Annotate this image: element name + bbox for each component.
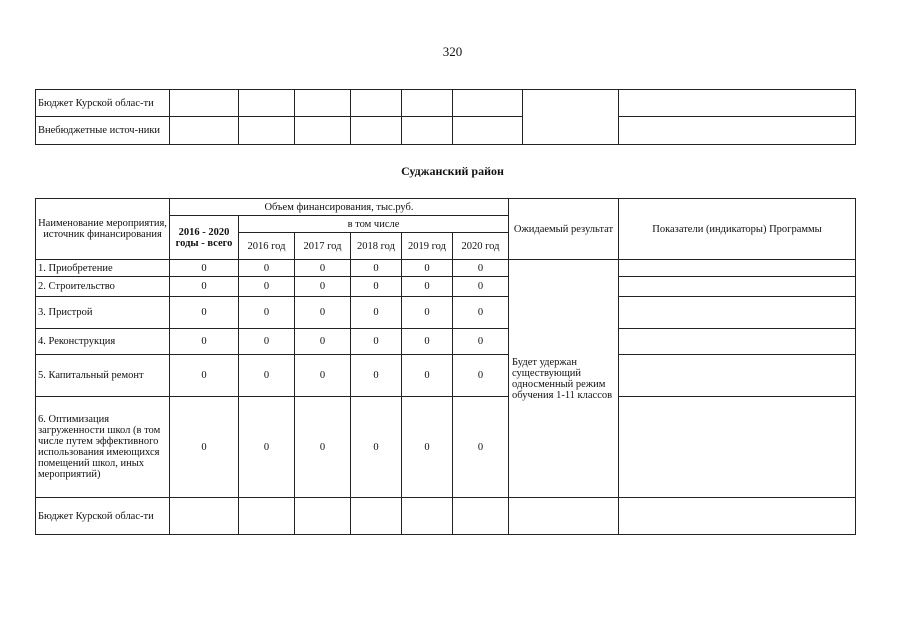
value-cell: 0	[239, 355, 295, 397]
cell	[170, 117, 239, 145]
table-row	[36, 498, 856, 535]
header-indicators: Показатели (индикаторы) Программы	[619, 199, 856, 260]
table-row	[36, 117, 856, 145]
value-cell	[351, 498, 402, 535]
row-label: 2. Строительство	[36, 277, 170, 297]
value-cell: 0	[453, 260, 509, 277]
value-cell: 0	[453, 297, 509, 329]
value-cell: 0	[239, 297, 295, 329]
section-title: Суджанский район	[401, 164, 504, 178]
value-cell: 0	[239, 329, 295, 355]
cell	[295, 90, 351, 117]
cell	[523, 90, 619, 145]
table-row	[36, 277, 856, 297]
value-cell: 0	[351, 297, 402, 329]
table-row	[36, 329, 856, 355]
value-cell: 0	[402, 277, 453, 297]
header-including: в том числе	[239, 216, 509, 233]
value-cell: 0	[170, 329, 239, 355]
value-cell: 0	[351, 397, 402, 498]
value-cell: 0	[295, 397, 351, 498]
indicator-cell	[619, 260, 856, 277]
indicator-cell	[619, 277, 856, 297]
value-cell: 0	[453, 397, 509, 498]
continuation-table	[35, 89, 856, 145]
indicator-cell	[619, 297, 856, 329]
table-row	[36, 397, 856, 498]
cell	[295, 117, 351, 145]
value-cell: 0	[402, 297, 453, 329]
value-cell: 0	[295, 277, 351, 297]
header-2020: 2020 год	[453, 233, 509, 260]
table-row	[36, 260, 856, 277]
value-cell	[295, 498, 351, 535]
indicator-cell	[619, 329, 856, 355]
value-cell: 0	[170, 355, 239, 397]
row-label: Бюджет Курской облас-ти	[36, 90, 170, 117]
value-cell: 0	[402, 260, 453, 277]
indicator-cell	[619, 355, 856, 397]
indicator-cell	[619, 498, 856, 535]
value-cell: 0	[295, 297, 351, 329]
value-cell	[239, 498, 295, 535]
header-volume: Объем финансирования, тыс.руб.	[170, 199, 509, 216]
value-cell: 0	[239, 277, 295, 297]
row-label: 6. Оптимизация загруженности школ (в том числе путем эффективного использования имеющихся помещений школ, иных мероприятий)	[36, 397, 170, 498]
value-cell	[170, 498, 239, 535]
cell	[351, 117, 402, 145]
row-label: 4. Реконструкция	[36, 329, 170, 355]
value-cell: 0	[402, 329, 453, 355]
value-cell: 0	[351, 260, 402, 277]
value-cell: 0	[170, 397, 239, 498]
cell	[239, 117, 295, 145]
cell	[170, 90, 239, 117]
header-2016: 2016 год	[239, 233, 295, 260]
indicator-cell	[619, 397, 856, 498]
row-label: 3. Пристрой	[36, 297, 170, 329]
table-row	[36, 90, 856, 117]
value-cell: 0	[170, 260, 239, 277]
value-cell: 0	[453, 277, 509, 297]
value-cell	[402, 498, 453, 535]
table-row	[36, 297, 856, 329]
value-cell: 0	[295, 260, 351, 277]
cell	[619, 90, 856, 117]
cell	[453, 90, 523, 117]
header-name: Наименование мероприятия, источник финансирования	[36, 199, 170, 260]
row-label: 5. Капитальный ремонт	[36, 355, 170, 397]
row-label: 1. Приобретение	[36, 260, 170, 277]
expected-result: Будет удержан существующий односменный режим обучения 1-11 классов	[509, 260, 619, 498]
financing-table	[35, 198, 856, 535]
value-cell: 0	[295, 355, 351, 397]
header-2018: 2018 год	[351, 233, 402, 260]
value-cell: 0	[402, 397, 453, 498]
value-cell: 0	[239, 260, 295, 277]
page-number: 320	[442, 44, 463, 59]
value-cell: 0	[402, 355, 453, 397]
value-cell: 0	[351, 329, 402, 355]
row-label: Бюджет Курской облас-ти	[36, 498, 170, 535]
value-cell: 0	[453, 355, 509, 397]
table-row	[36, 355, 856, 397]
value-cell: 0	[239, 397, 295, 498]
header-expected: Ожидаемый результат	[509, 199, 619, 260]
value-cell: 0	[170, 277, 239, 297]
cell	[239, 90, 295, 117]
header-2017: 2017 год	[295, 233, 351, 260]
header-total: 2016 - 2020 годы - всего	[170, 216, 239, 260]
cell	[351, 90, 402, 117]
row-label: Внебюджетные источ-ники	[36, 117, 170, 145]
value-cell: 0	[453, 329, 509, 355]
expected-cell	[509, 498, 619, 535]
value-cell: 0	[351, 277, 402, 297]
value-cell: 0	[170, 297, 239, 329]
cell	[453, 117, 523, 145]
cell	[402, 117, 453, 145]
value-cell: 0	[295, 329, 351, 355]
value-cell	[453, 498, 509, 535]
header-2019: 2019 год	[402, 233, 453, 260]
cell	[402, 90, 453, 117]
value-cell: 0	[351, 355, 402, 397]
cell	[619, 117, 856, 145]
